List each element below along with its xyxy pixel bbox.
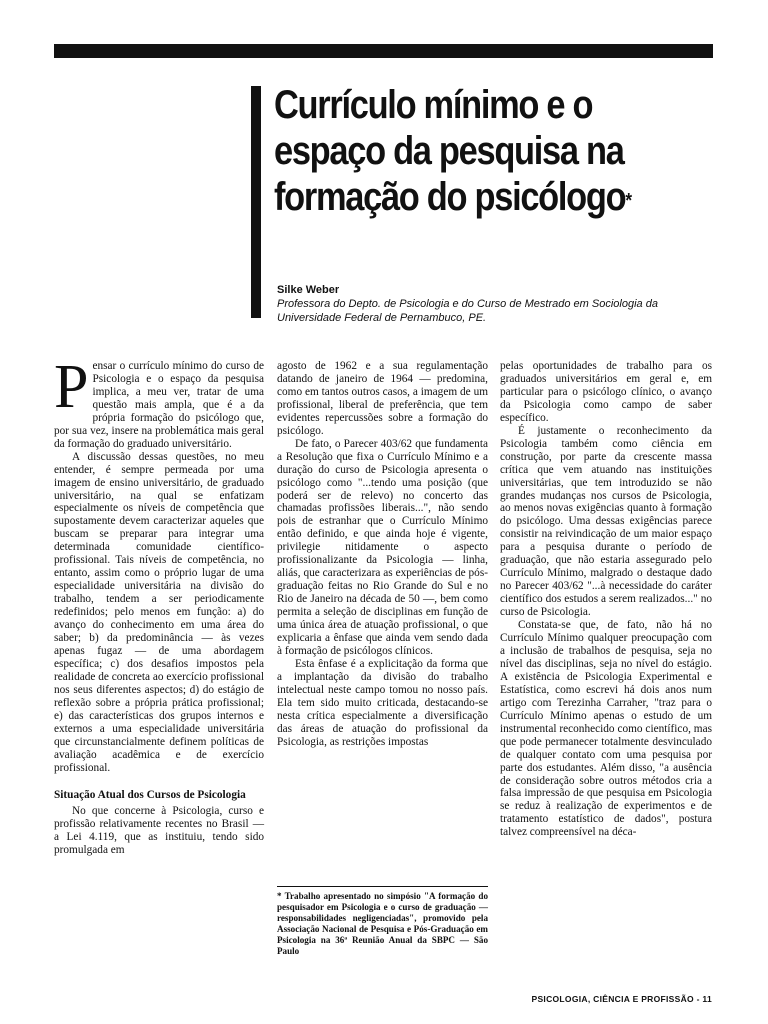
paragraph-text: ensar o currículo mínimo do curso de Psicologia e o espaço da pesquisa implica, a meu ver, tratar de uma questão mais ampla, que é a da própria formação do psicólogo que, por sua vez, insere na problemática mais geral da formação do graduado universitário. xyxy=(54,360,264,450)
paragraph xyxy=(54,353,264,451)
title-footnote-marker: * xyxy=(625,190,631,212)
paragraph: agosto de 1962 e a sua regulamentação datando de janeiro de 1964 — predomina, como em tantos outros casos, a imagem de um profissional, liberal de preferência, que tem evidentes repercussões sobre a formação do psicólogo. xyxy=(277,360,488,437)
page-footer: PSICOLOGIA, CIÊNCIA E PROFISSÃO - 11 xyxy=(531,994,712,1004)
title-side-bar xyxy=(251,86,261,318)
header-rule xyxy=(54,44,713,58)
body-column-1 xyxy=(54,353,264,857)
article-title-text: Currículo mínimo e o espaço da pesquisa na formação do psicólogo xyxy=(274,83,626,219)
author-affiliation: Professora do Depto. de Psicologia e do Curso de Mestrado em Sociologia da Universidade Federal de Pernambuco, PE. xyxy=(277,298,658,324)
paragraph: É justamente o reconhecimento da Psicologia também como ciência em construção, por parte da crescente massa crítica que vem atuando nas instituições universitárias, que tem introduzido se não grandes mudanças nos cursos de Psicologia, ao menos novas exigências quanto à formação do psicólogo. Uma dessas exigências parece consistir na reivindicação de um maior espaço para a pesquisa durante o período de graduação, que não estaria assegurado pelo Currículo Mínimo, malgrado o destaque dado no Parecer 403/62 "...à necessidade do caráter científico dos estudos a serem realizados..." no curso de Psicologia. xyxy=(500,424,712,619)
body-column-2 xyxy=(277,360,488,749)
drop-cap: P xyxy=(54,353,89,421)
paragraph: De fato, o Parecer 403/62 que fundamenta a Resolução que fixa o Currículo Mínimo e a duração do curso de Psicologia apresenta o psicólogo como "...tendo uma posição (que poderá ser de relevo) no concerto das chamadas profissões liberais...", não sendo pois de estranhar que o Currículo Mínimo então definido, e que ainda hoje é vigente, privilegie nitidamente o aspecto profissionalizante da Psicologia — linha, aliás, que caracterizara as experiências de pós-graduação feitas no Rio Grande do Sul e no Rio de Janeiro na década de 50 —, bem como permita a seleção de disciplinas em função de uma única área de atuação profissional, o que explicaria a ênfase que ainda vem sendo dada à formação de psicólogos clínicos. xyxy=(277,437,488,657)
paragraph: Constata-se que, de fato, não há no Currículo Mínimo qualquer preocupação com a inclusão de trabalhos de pesquisa, seja no nível das disciplinas, seja no nível do estágio. A existência de Psicologia Experimental e Estatística, como escrevi há dois anos num artigo com Terezinha Carraher, "traz para o Currículo Mínimo apenas o estudo de um instrumental reconhecido como científico, mas que pode permanecer totalmente desvinculado de qualquer contato com uma pesquisa por parte dos estudantes. Além disso, "a ausência de consideração sobre outros métodos cria a falsa impressão de que pesquisa em Psicologia se reduz à realização de experimentos e de tratamento estatístico de dados", postura talvez compreensível na déca- xyxy=(500,619,712,839)
footnote: * Trabalho apresentado no simpósio "A formação do pesquisador em Psicologia e o curso de graduação — responsabilidades negligenciadas", promovido pela Associação Nacional de Pesquisa e Pós-Graduação em Psicologia na 36ª Reunião Anual da SBPC — São Paulo xyxy=(277,886,488,957)
paragraph: pelas oportunidades de trabalho para os graduados universitários em geral e, em particular para o psicólogo clínico, o avanço da Psicologia como campo de saber específico. xyxy=(500,360,712,424)
author-name: Silke Weber xyxy=(277,284,340,296)
paragraph: A discussão dessas questões, no meu entender, é sempre permeada por uma imagem de ensino universitário, de graduado universitário, na qual se enfatizam especialmente os níveis de competência que supostamente devem caracterizar aqueles que buscam se preparar para integrar uma determinada comunidade científico-profissional. Tais níveis de competência, no entanto, assim como o próprio lugar de uma especialidade universitária na divisão do trabalho, tendem a ser periodicamente redefinidos; pelo menos em função: a) do avanço do conhecimento em uma área do saber; b) da predominância — às vezes apenas fugaz — de uma abordagem específica; c) dos desafios impostos pela realidade de concreta ao exercício profissional nos seus diferentes aspectos; d) do estágio de reflexão sobre a própria prática profissional; e) das características dos grupos internos e externos a uma especialidade universitária que circunstancialmente definem políticas de avaliação acadêmica e de exercício profissional. xyxy=(54,450,264,774)
section-heading: Situação Atual dos Cursos de Psicologia xyxy=(54,788,246,801)
body-column-3 xyxy=(500,360,712,839)
article-title xyxy=(274,82,652,220)
paragraph: Esta ênfase é a explicitação da forma que a implantação da divisão do trabalho intelectual neste campo tomou no nosso país. Ela tem sido muito criticada, destacando-se nesta crítica especialmente a diversificação das áreas de atuação do profissional da Psicologia, as restrições impostas xyxy=(277,657,488,748)
paragraph: No que concerne à Psicologia, curso e profissão relativamente recentes no Brasil — a Lei 4.119, que as instituiu, tendo sido promulgada em xyxy=(54,805,264,857)
